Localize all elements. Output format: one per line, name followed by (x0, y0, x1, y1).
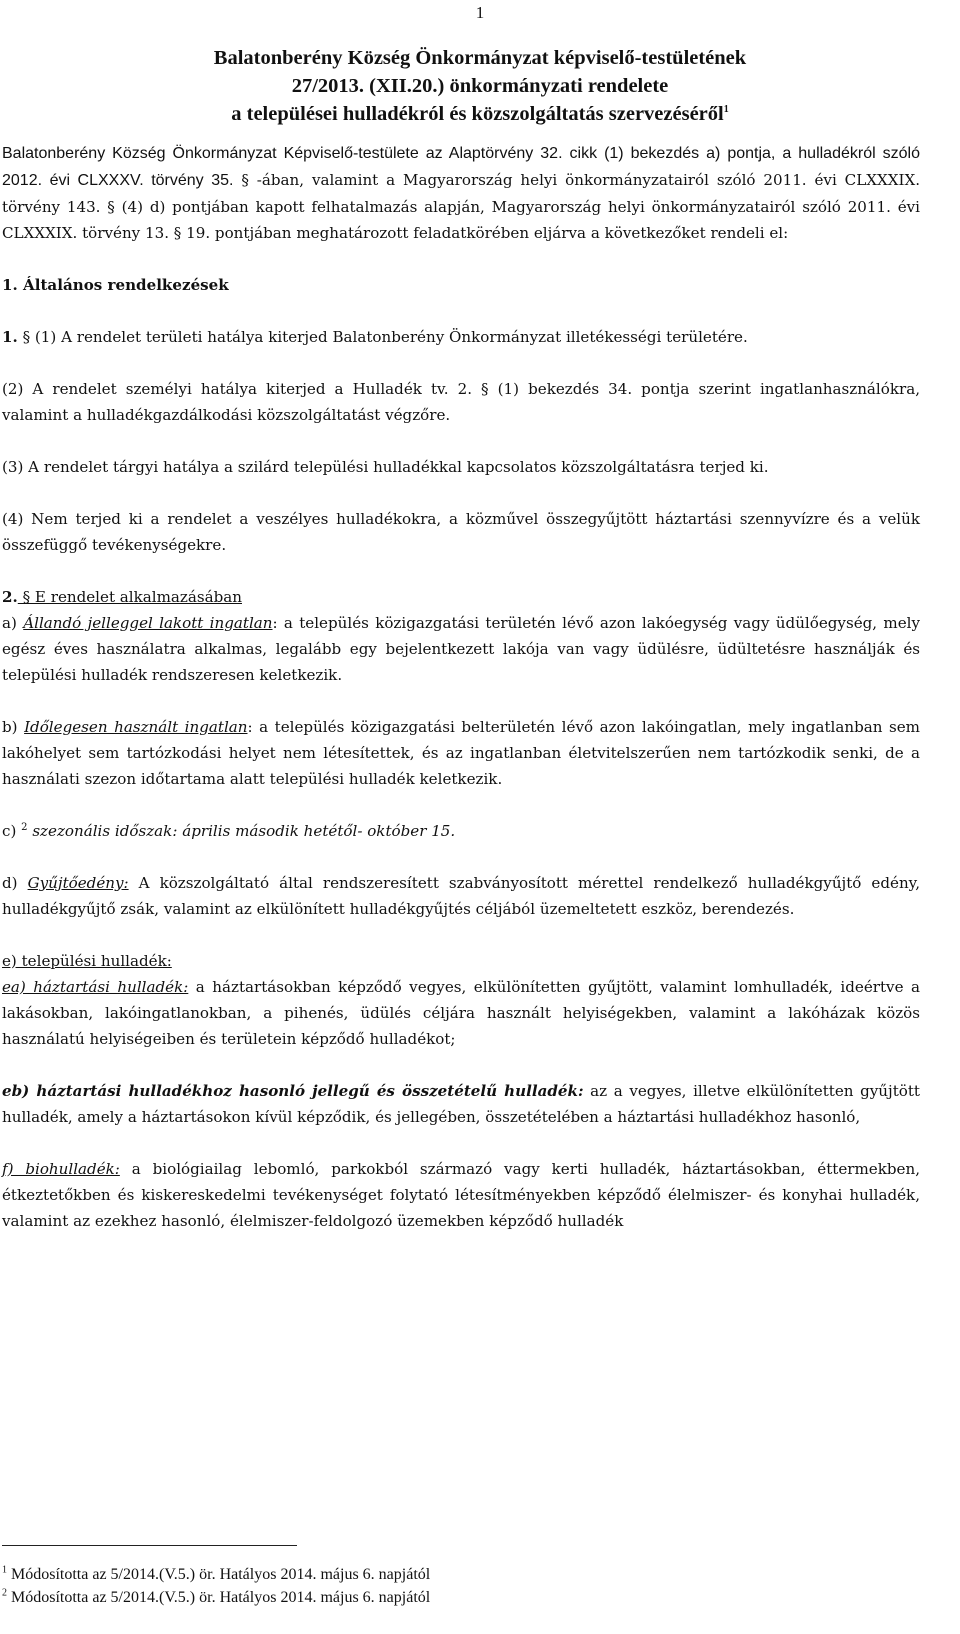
preamble: Balatonberény Község Önkormányzat Képviselő-testülete az Alaptörvény 32. cikk (1) bekezdés a) pontja, a hulladékról szóló 2012. évi CLXXXV. törvény 35. § -ában, valamint a Magyarország helyi önkormányzatairól szóló 2011. évi CLXXXIX. törvény 143. § (4) d) pontjában kapott felhatalmazás alapján, Magyarország helyi önkormányzatairól szóló 2011. évi CLXXXIX. törvény 13. § 19. pontjában meghatározott feladatkörében eljárva a következőket rendeli el: (2, 145, 920, 242)
definition-d: d) Gyűjtőedény: A közszolgáltató által rendszeresített szabványosított mérettel rendelkező hulladékgyűjtő edény, hulladékgyűjtő zsák, valamint az elkülönített hulladékgyűjtés céljából üzemeltetett eszköz, berendezés. (2, 874, 920, 918)
definition-c-footnote-ref[interactable]: 2 (21, 821, 28, 833)
definition-c: c) $^2$ szezonális időszak: április második hetétől- október 15. (2, 821, 456, 840)
definition-f: f) biohulladék: a biológiailag lebomló, parkokból származó vagy kerti hulladék, háztartásokban, éttermekben, étkeztetőkben és kiskereskedelmi tevékenységet folytató létesítményekben képződő élelmiszer- és konyhai hulladék, valamint az ezekhez hasonló, élelmiszer-feldolgozó üzemekben képződő hulladék (2, 1160, 920, 1230)
definition-ea: ea) háztartási hulladék: a háztartásokban képződő vegyes, elkülönítetten gyűjtött, valamint lomhulladék, ideértve a lakásokban, lakóingatlanokban, a pihenés, üdülés céljára használt helyiségekben, valamint a lakóházak közös használatú helyiségeiben és területein képződő hulladékot; (2, 978, 920, 1048)
definition-a: a) Állandó jelleggel lakott ingatlan: a település közigazgatási területén lévő azon lakóegység vagy üdülőegység, mely egész éves használatra alkalmas, legalább egy bejelentkezett lakója van vagy üdülésre, üdültetésre használják és települési hulladék rendszeresen keletkezik. (2, 614, 921, 684)
heading-footnote-ref[interactable]: 1 (723, 104, 729, 116)
section-2-lead: 2. § E rendelet alkalmazásában (2, 588, 242, 606)
definition-e-title: e) települési hulladék: (2, 952, 172, 970)
footnote-1: $^1$ Módosította az 5/2014.(V.5.) ör. Hatályos 2014. május 6. napjától (2, 1564, 431, 1583)
section-1-paragraph-4: (4) Nem terjed ki a rendelet a veszélyes hulladékokra, a közművel összegyűjtött háztartási szennyvízre és a velük összefüggő tevékenységekre. (2, 510, 920, 554)
footnote-divider (2, 1545, 297, 1546)
document-body (2, 140, 920, 1260)
section-1-paragraph-3: (3) A rendelet tárgyi hatálya a szilárd települési hulladékkal kapcsolatos közszolgáltatásra terjed ki. (2, 458, 769, 476)
footnote-2: $^2$ Módosította az 5/2014.(V.5.) ör. Hatályos 2014. május 6. napjától (2, 1587, 431, 1606)
page-number: 1 (475, 3, 485, 22)
document-heading (150, 44, 810, 128)
heading-line-1: Balatonberény Község Önkormányzat képviselő-testületének (213, 47, 747, 69)
heading-line-2: 27/2013. (XII.20.) önkormányzati rendelete (291, 75, 669, 97)
definition-eb: eb) háztartási hulladékhoz hasonló jellegű és összetételű hulladék: az a vegyes, illetve elkülönítetten gyűjtött hulladék, amely a háztartásokon kívül képződik, és jellegében, összetételében a háztartási hulladékhoz hasonló, (2, 1082, 920, 1126)
section-1-title: 1. Általános rendelkezések (2, 276, 229, 294)
definition-b: b) Időlegesen használt ingatlan: a település közigazgatási belterületén lévő azon lakóingatlan, mely ingatlanban sem lakóhelyet sem tartózkodási helyet nem létesítettek, és az ingatlanban életvitelszerűen nem tartózkodik senki, de a használati szezon időtartama alatt települési hulladék keletkezik. (2, 718, 920, 788)
heading-line-3: a települései hulladékról és közszolgáltatás szervezéséről$^1$ (231, 103, 729, 125)
section-1-paragraph-2: (2) A rendelet személyi hatálya kiterjed a Hulladék tv. 2. § (1) bekezdés 34. pontja szerint ingatlanhasználókra, valamint a hulladékgazdálkodási közszolgáltatást végzőre. (2, 380, 920, 424)
footnotes (2, 1563, 922, 1609)
section-1-paragraph-1: 1. § (1) A rendelet területi hatálya kiterjed Balatonberény Önkormányzat illetékességi területére. (2, 328, 748, 346)
